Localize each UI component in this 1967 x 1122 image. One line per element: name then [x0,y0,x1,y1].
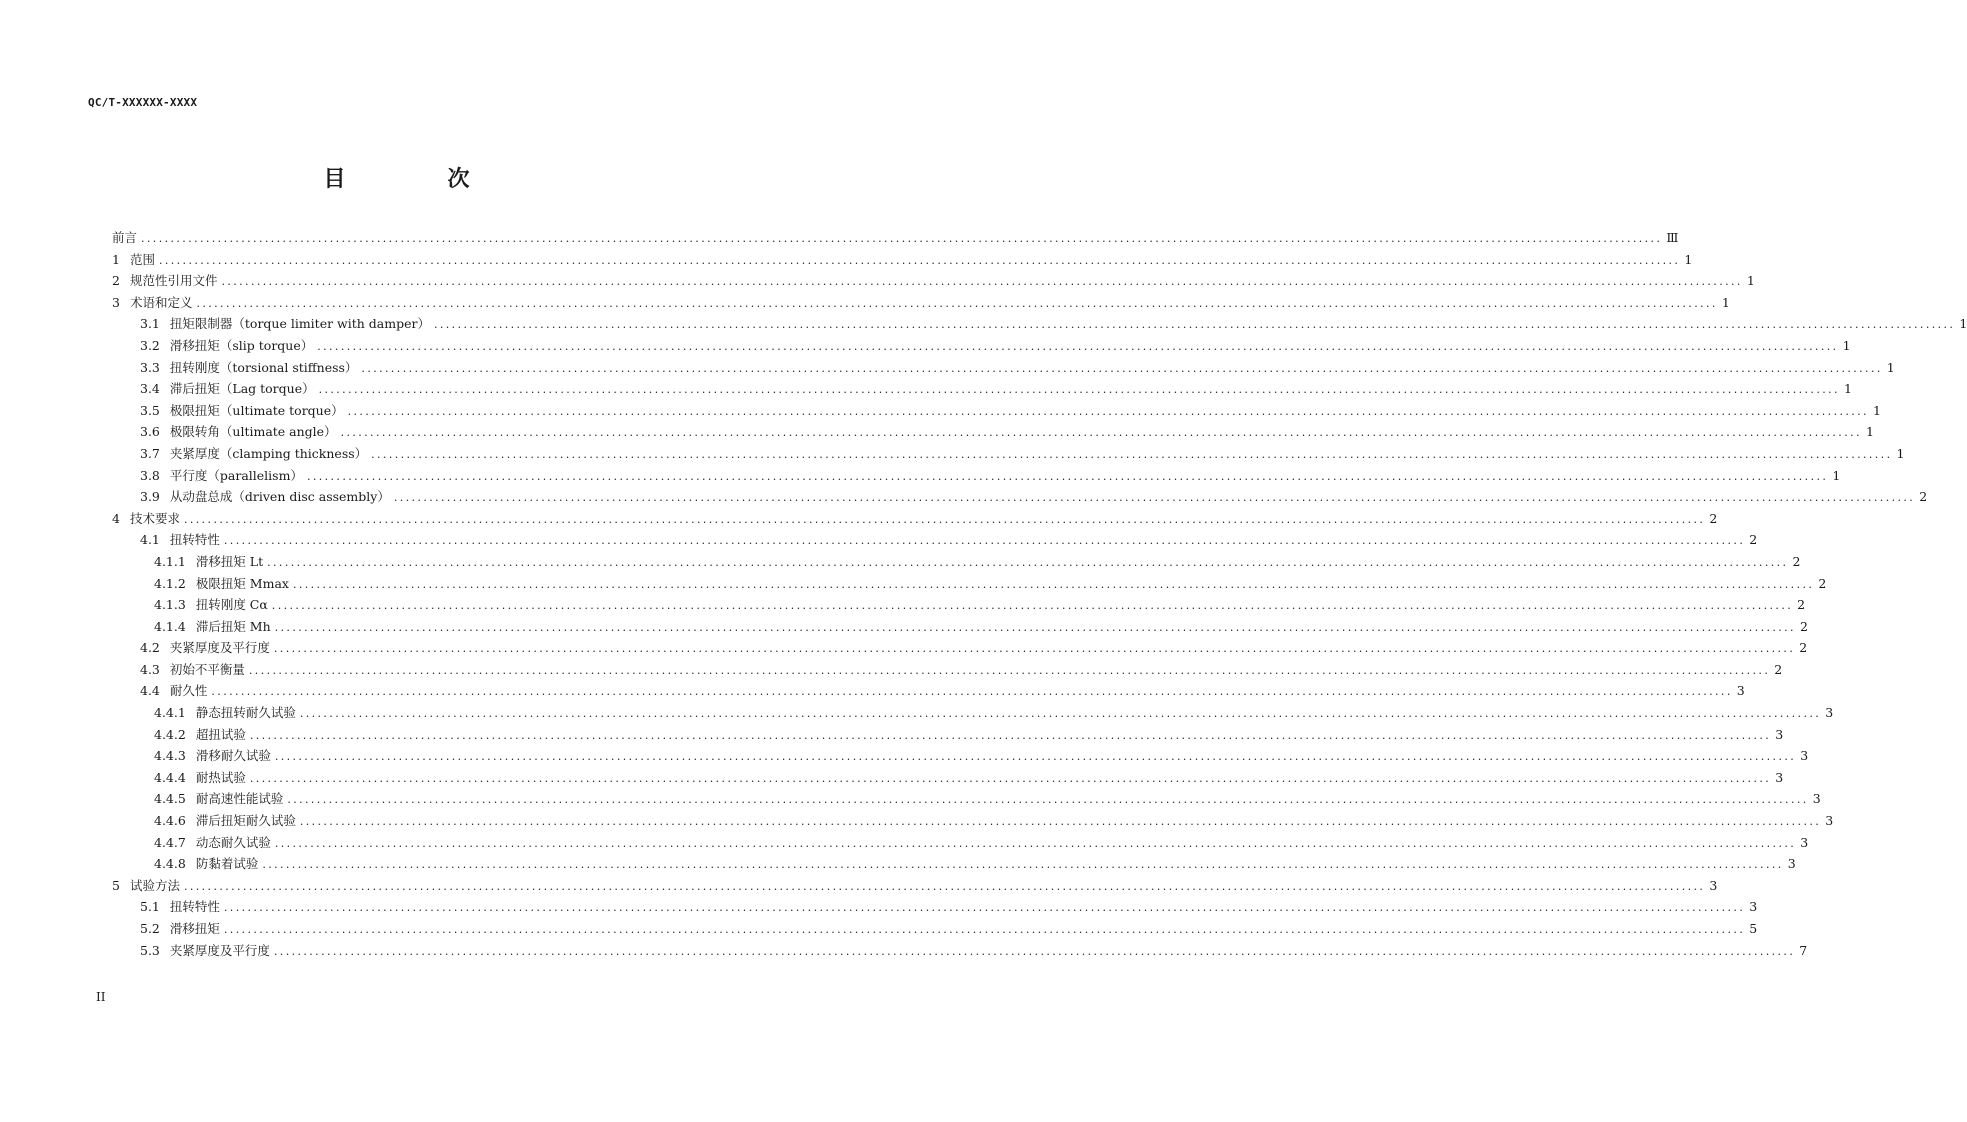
toc-entry[interactable] [112,400,1881,422]
toc-entry-page: 3 [1749,899,1758,915]
toc-entry-label: 滑移扭矩（slip torque） [169,337,314,353]
toc-entry-number: 5.1 [140,899,160,915]
toc-entry[interactable] [112,875,1718,897]
toc-entry[interactable] [112,853,1796,875]
toc-entry-number: 3.4 [140,381,160,397]
dot-leader [341,422,1862,444]
toc-entry-page: 3 [1775,726,1784,742]
toc-entry-number: 4.4.3 [154,748,186,764]
toc-entry-number: 4.2 [140,640,160,656]
document-code: QC/T-XXXXXX-XXXX [88,96,198,109]
toc-entry-page: 2 [1818,575,1827,591]
dot-leader [224,530,1745,552]
toc-entry-number: 4.4.1 [154,705,186,721]
toc-entry-page: 2 [1774,661,1783,677]
toc-entry-page: 2 [1919,489,1928,505]
toc-entry-number: 4.1.1 [154,553,186,569]
toc-entry-page: 2 [1800,618,1808,634]
toc-entry-page: 2 [1749,532,1758,548]
toc-entry-label: 试验方法 [129,877,180,893]
dot-leader [250,768,1771,790]
toc-entry[interactable] [112,616,1808,638]
dot-leader [184,876,1705,898]
toc-entry[interactable] [112,918,1758,940]
toc-entry-number: 4.4.2 [154,726,186,742]
toc-entry-page: 1 [1832,467,1841,483]
dot-leader [184,509,1705,531]
dot-leader [293,574,1814,596]
toc-entry[interactable] [112,896,1758,918]
toc-entry-page: 1 [1873,402,1881,418]
toc-entry-label: 极限扭矩（ultimate torque） [169,402,344,418]
dot-leader [275,617,1796,639]
dot-leader [262,854,1783,876]
toc-entry-number: 4.1 [140,532,160,548]
toc-entry-page: 3 [1825,813,1834,829]
toc-entry-number: 4.4.7 [154,834,186,850]
toc-entry-label: 扭转刚度 Cα [195,597,268,613]
toc-entry-label: 平行度（parallelism） [169,467,303,483]
toc-entry-number: 3.7 [140,445,160,461]
toc-entry-page: 2 [1797,597,1806,613]
toc-entry-number: 4.4 [140,683,160,699]
toc-entry[interactable] [112,227,1679,249]
dot-leader [267,552,1788,574]
toc-entry-label: 夹紧厚度及平行度 [169,942,270,958]
toc-entry-page: 3 [1787,856,1796,872]
toc-entry-page: 1 [1746,273,1755,289]
dot-leader [224,919,1745,941]
toc-entry[interactable] [112,551,1801,573]
toc-entry[interactable] [112,594,1806,616]
toc-entry[interactable] [112,443,1905,465]
dot-leader [141,228,1662,250]
toc-entry-number: 5 [112,877,120,893]
toc-entry-number: 4.1.4 [154,618,186,634]
dot-leader [307,466,1828,488]
toc-entry-label: 动态耐久试验 [195,834,271,850]
toc-entry-label: 滞后扭矩耐久试验 [195,813,296,829]
toc-entry-label: 静态扭转耐久试验 [195,705,296,721]
toc-entry-number: 3.1 [140,316,160,332]
toc-entry[interactable] [112,573,1827,595]
toc-entry[interactable] [112,680,1745,702]
toc-entry-number: 5.2 [140,921,160,936]
dot-leader [275,746,1796,768]
toc-entry-label: 极限转角（ultimate angle） [169,424,337,440]
toc-entry-label: 夹紧厚度及平行度 [169,640,270,656]
toc-entry-label: 夹紧厚度（clamping thickness） [169,445,368,461]
dot-leader [371,444,1892,466]
toc-entry-page: 3 [1812,791,1821,807]
toc-entry-page: 3 [1800,834,1809,850]
dot-leader [317,336,1838,358]
dot-leader [250,725,1771,747]
dot-leader [287,789,1808,811]
toc-entry-number: 4.4.5 [154,791,186,807]
dot-leader [394,487,1915,509]
toc-entry[interactable] [112,335,1851,357]
dot-leader [361,358,1882,380]
toc-entry-number: 5.3 [140,942,160,958]
toc-entry-number: 4.1.2 [154,575,186,591]
dot-leader [300,811,1821,833]
toc-entry-page: 5 [1749,921,1758,936]
toc-entry-number: 4.4.4 [154,769,186,785]
toc-entry-page: Ⅲ [1666,230,1679,245]
dot-leader [300,703,1821,725]
dot-leader [274,638,1795,660]
toc-entry-number: 3.5 [140,402,160,418]
toc-entry[interactable] [112,940,1808,962]
toc-entry-page: 2 [1792,553,1801,569]
toc-entry-number: 4 [112,510,120,526]
toc-entry[interactable] [112,292,1730,314]
toc-entry-number: 2 [112,273,120,289]
toc-entry[interactable] [112,421,1874,443]
dot-leader [221,271,1742,293]
dot-leader [196,293,1717,315]
toc-entry-number: 3 [112,294,120,310]
toc-entry-label: 滑移扭矩 [169,921,220,936]
toc-entry[interactable] [112,508,1718,530]
dot-leader [275,833,1796,855]
toc-entry-number: 4.4.8 [154,856,186,872]
toc-entry-label: 耐热试验 [195,769,246,785]
toc-entry-label: 滑移耐久试验 [195,748,271,764]
toc-entry-page: 3 [1825,705,1834,721]
toc-entry-label: 扭转特性 [169,532,220,548]
toc-entry-label: 耐高速性能试验 [195,791,284,807]
toc-entry-label: 规范性引用文件 [129,273,218,289]
toc-entry-label: 扭矩限制器（torque limiter with damper） [169,316,430,332]
toc-entry-label: 耐久性 [169,683,208,699]
toc-entry-number: 3.9 [140,489,160,505]
toc-entry-number: 3.2 [140,337,160,353]
toc-entry-page: 1 [1896,445,1905,461]
dot-leader [159,250,1680,272]
table-of-contents [112,227,1967,961]
toc-entry[interactable] [112,702,1834,724]
toc-entry-label: 防黏着试验 [195,856,259,872]
toc-entry-label: 技术要求 [129,510,180,526]
toc-entry-page: 7 [1799,942,1808,958]
toc-entry-number: 3.8 [140,467,160,483]
toc-entry[interactable] [112,724,1784,746]
dot-leader [434,314,1955,336]
toc-entry-page: 1 [1842,337,1851,353]
toc-entry[interactable] [112,745,1809,767]
toc-entry[interactable] [112,378,1852,400]
toc-entry[interactable] [112,788,1821,810]
toc-entry[interactable] [112,270,1755,292]
toc-entry-label: 滑移扭矩 Lt [195,553,264,569]
toc-entry-label: 从动盘总成（driven disc assembly） [169,489,390,505]
toc-entry-label: 滞后扭矩 Mh [195,618,271,634]
toc-entry-page: 1 [1721,294,1730,310]
toc-entry-page: 3 [1775,769,1784,785]
dot-leader [211,681,1732,703]
toc-entry-number: 4.1.3 [154,597,186,613]
dot-leader [224,897,1745,919]
toc-entry-label: 滞后扭矩（Lag torque） [169,381,315,397]
toc-entry-label: 初始不平衡量 [169,661,245,677]
toc-entry-label: 超扭试验 [195,726,246,742]
toc-entry-page: 3 [1800,748,1809,764]
toc-entry[interactable] [112,313,1967,335]
toc-entry-page: 1 [1843,381,1852,397]
toc-entry-number: 3.3 [140,359,160,375]
toc-entry[interactable] [112,832,1809,854]
toc-entry-label: 扭转特性 [169,899,220,915]
toc-entry-page: 2 [1799,640,1808,656]
toc-entry-label: 术语和定义 [129,294,193,310]
dot-leader [319,379,1840,401]
toc-entry[interactable] [112,810,1834,832]
toc-entry[interactable] [112,529,1758,551]
toc-entry-label: 前言 [112,230,138,245]
toc-entry-number: 4.3 [140,661,160,677]
toc-title: 目 次 [323,167,510,192]
toc-entry[interactable] [112,357,1895,379]
toc-entry-number: 1 [112,251,120,267]
toc-entry-number: 3.6 [140,424,160,440]
toc-entry-page: 3 [1736,683,1745,699]
toc-entry-page: 1 [1959,316,1967,332]
dot-leader [348,401,1869,423]
toc-entry-label: 范围 [129,251,155,267]
toc-entry[interactable] [112,659,1783,681]
toc-entry-number: 4.4.6 [154,813,186,829]
toc-entry[interactable] [112,249,1693,271]
toc-entry-page: 2 [1709,510,1718,526]
toc-entry-page: 1 [1865,424,1874,440]
toc-entry-label: 扭转刚度（torsional stiffness） [169,359,358,375]
toc-entry-page: 3 [1709,877,1718,893]
dot-leader [274,941,1795,963]
toc-entry-page: 1 [1886,359,1895,375]
toc-entry-label: 极限扭矩 Mmax [195,575,289,591]
page-number: II [96,990,106,1004]
toc-entry-page: 1 [1684,251,1693,267]
dot-leader [272,595,1793,617]
toc-entry[interactable] [112,486,1928,508]
toc-entry[interactable] [112,767,1784,789]
toc-entry[interactable] [112,637,1808,659]
toc-entry[interactable] [112,465,1841,487]
dot-leader [249,660,1770,682]
